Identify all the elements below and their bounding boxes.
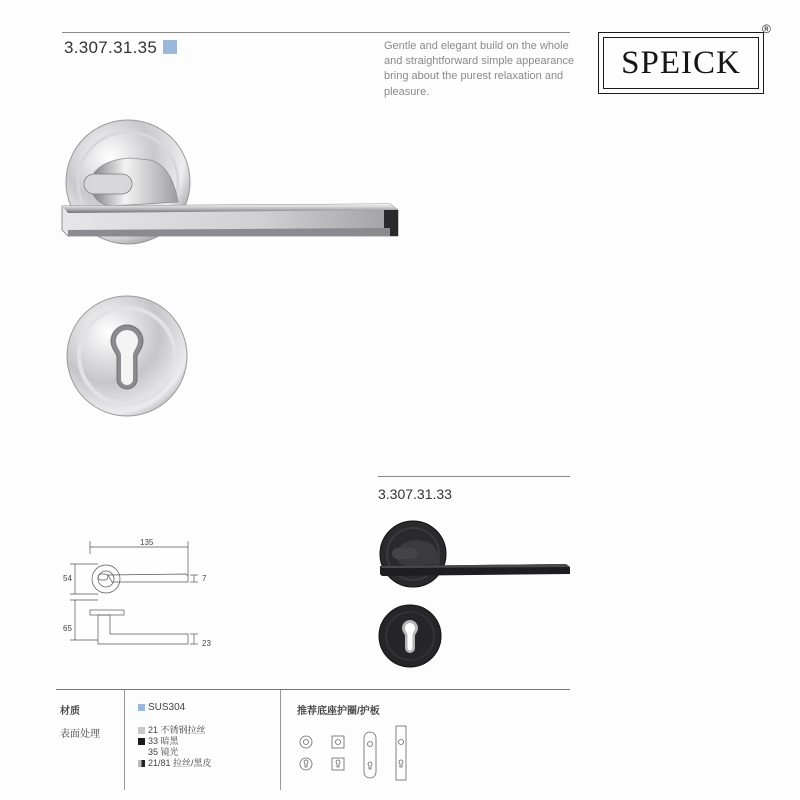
material-value (138, 702, 185, 713)
top-rule (62, 32, 570, 33)
material-label: 材质 (60, 706, 80, 717)
finish-text: 33 暗黑 (148, 736, 179, 746)
finish-text: 21/81 拉丝/黑皮 (148, 758, 212, 768)
black-key-escutcheon-image (378, 604, 442, 668)
black-lever-handle-image (378, 520, 573, 590)
chrome-key-escutcheon-image (66, 295, 188, 417)
finish-text: 21 不锈钢拉丝 (148, 725, 206, 735)
spec-separator-2 (280, 690, 281, 790)
finish-item (138, 736, 179, 747)
primary-model-number (64, 38, 177, 58)
top-view-drawing (60, 536, 220, 646)
dimension-length: 135 (140, 538, 154, 547)
material-value-text: SUS304 (148, 702, 186, 713)
finish-swatch-dark-black (138, 738, 145, 745)
material-swatch (138, 704, 145, 711)
finish-swatch-brushed (138, 727, 145, 734)
product-description: Gentle and elegant build on the whole and straightforward simple appearance bring about the purest relaxation and pleasure. (384, 40, 575, 98)
dimension-rose-diameter: 54 (63, 574, 72, 583)
finish-text: 35 镜光 (148, 747, 179, 757)
dimension-lever-thickness: 7 (202, 574, 207, 583)
primary-model-text: 3.307.31.35 (64, 38, 158, 57)
brand-logo (598, 32, 764, 94)
secondary-rule (378, 476, 570, 477)
secondary-model-number: 3.307.31.33 (378, 486, 452, 502)
chrome-lever-handle-image (60, 118, 405, 253)
registered-mark: ® (762, 22, 771, 36)
recommend-label: 推荐底座护圈/护板 (297, 706, 380, 717)
brand-name: SPEICK (621, 44, 741, 81)
logo-inner-frame (603, 37, 759, 89)
recommended-plates-icons (296, 722, 416, 782)
finish-color-swatch (163, 40, 177, 54)
finish-item (138, 758, 212, 769)
finish-swatch-brushed-black (138, 760, 145, 767)
dimension-projection: 65 (63, 624, 72, 633)
dimension-lever-height: 23 (202, 639, 211, 648)
finish-label: 表面处理 (60, 729, 100, 740)
spec-table-rule (56, 689, 570, 690)
finish-swatch-mirror (138, 749, 145, 756)
spec-separator-1 (124, 690, 125, 790)
finish-item (138, 747, 179, 758)
finish-item (138, 725, 206, 736)
